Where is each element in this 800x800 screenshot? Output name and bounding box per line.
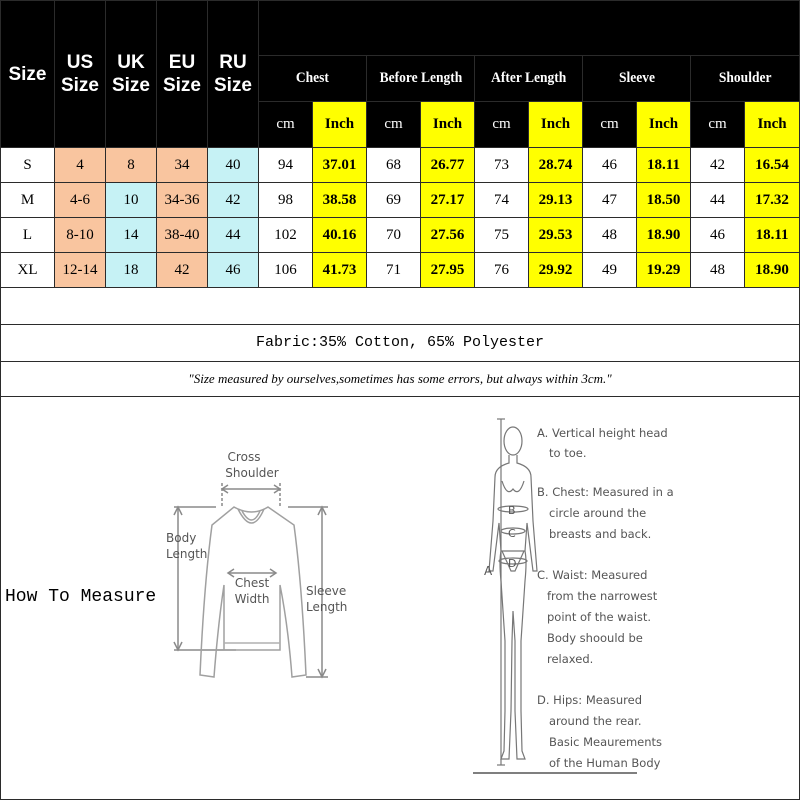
cell-inch: 29.13	[529, 183, 583, 218]
unit-inch: Inch	[421, 102, 475, 148]
legend-line: of the Human Body	[549, 756, 661, 770]
header-filler	[259, 1, 800, 56]
table-row	[1, 148, 800, 183]
cell-inch: 38.58	[313, 183, 367, 218]
cell-cm: 74	[475, 183, 529, 218]
body-length-label-2: Length	[166, 547, 208, 561]
legend-line: A. Vertical height head	[537, 426, 668, 440]
header-ru-size: RU Size	[208, 1, 259, 148]
body-length-label-1: Body	[166, 531, 197, 545]
unit-inch: Inch	[313, 102, 367, 148]
cell-cm: 46	[691, 218, 745, 253]
legend-line: B. Chest: Measured in a	[537, 485, 674, 499]
header-after-length: After Length	[475, 56, 583, 102]
cell-inch: 26.77	[421, 148, 475, 183]
cell-inch: 27.17	[421, 183, 475, 218]
cell-cm: 94	[259, 148, 313, 183]
legend-line: D. Hips: Measured	[537, 693, 643, 707]
legend-line: relaxed.	[547, 652, 594, 666]
legend-line: Basic Meaurements	[549, 735, 663, 749]
cell-us: 8-10	[55, 218, 106, 253]
cell-cm: 49	[583, 253, 637, 288]
cell-inch: 27.95	[421, 253, 475, 288]
cross-shoulder-label-1: Cross	[227, 450, 261, 464]
cell-cm: 106	[259, 253, 313, 288]
header-uk-size: UK Size	[106, 1, 157, 148]
cell-uk: 8	[106, 148, 157, 183]
header-before-length: Before Length	[367, 56, 475, 102]
cross-shoulder-label-2: Shoulder	[225, 466, 279, 480]
cell-cm: 69	[367, 183, 421, 218]
cell-inch: 27.56	[421, 218, 475, 253]
table-row	[1, 183, 800, 218]
unit-inch: Inch	[637, 102, 691, 148]
cell-cm: 75	[475, 218, 529, 253]
cell-eu: 34	[157, 148, 208, 183]
unit-cm: cm	[259, 102, 313, 148]
unit-cm: cm	[475, 102, 529, 148]
cell-cm: 48	[583, 218, 637, 253]
cell-inch: 18.11	[745, 218, 800, 253]
table-row	[1, 253, 800, 288]
cell-us: 4	[55, 148, 106, 183]
sleeve-length-label-1: Sleeve	[306, 584, 347, 598]
cell-ru: 42	[208, 183, 259, 218]
header-us-size: US Size	[55, 1, 106, 148]
cell-inch: 18.50	[637, 183, 691, 218]
legend-line: to toe.	[549, 446, 587, 460]
cell-inch: 28.74	[529, 148, 583, 183]
header-eu-size: EU Size	[157, 1, 208, 148]
cell-cm: 73	[475, 148, 529, 183]
size-note-row: "Size measured by ourselves,sometimes has some errors, but always within 3cm."	[0, 362, 800, 397]
cell-cm: 42	[691, 148, 745, 183]
cell-uk: 10	[106, 183, 157, 218]
legend-line: Body shoould be	[547, 631, 643, 645]
size-chart-table	[0, 0, 800, 288]
cell-cm: 68	[367, 148, 421, 183]
fabric-row: Fabric:35% Cotton, 65% Polyester	[0, 325, 800, 362]
how-to-measure-section	[0, 397, 800, 800]
cell-eu: 42	[157, 253, 208, 288]
legend-line: C. Waist: Measured	[537, 568, 648, 582]
sweater-diagram	[156, 445, 356, 695]
cell-inch: 19.29	[637, 253, 691, 288]
cell-size: S	[1, 148, 55, 183]
sleeve-length-label-2: Length	[306, 600, 348, 614]
unit-inch: Inch	[529, 102, 583, 148]
cell-inch: 37.01	[313, 148, 367, 183]
cell-inch: 18.11	[637, 148, 691, 183]
cell-size: XL	[1, 253, 55, 288]
legend-line: circle around the	[549, 506, 647, 520]
cell-ru: 46	[208, 253, 259, 288]
unit-inch: Inch	[745, 102, 800, 148]
unit-cm: cm	[583, 102, 637, 148]
cell-eu: 38-40	[157, 218, 208, 253]
cell-cm: 76	[475, 253, 529, 288]
legend-line: breasts and back.	[549, 527, 652, 541]
header-sleeve: Sleeve	[583, 56, 691, 102]
cell-inch: 18.90	[745, 253, 800, 288]
legend-line: from the narrowest	[547, 589, 658, 603]
cell-size: L	[1, 218, 55, 253]
marker-a: A	[484, 564, 493, 578]
header-shoulder: Shoulder	[691, 56, 800, 102]
cell-cm: 71	[367, 253, 421, 288]
cell-cm: 44	[691, 183, 745, 218]
cell-us: 4-6	[55, 183, 106, 218]
chest-width-label-1: Chest	[234, 576, 270, 590]
cell-inch: 41.73	[313, 253, 367, 288]
cell-us: 12-14	[55, 253, 106, 288]
marker-c: C	[508, 527, 516, 540]
cell-inch: 16.54	[745, 148, 800, 183]
header-size: Size	[1, 1, 55, 148]
cell-cm: 48	[691, 253, 745, 288]
chest-width-label-2: Width	[234, 592, 270, 606]
how-to-measure-title: How To Measure	[5, 587, 157, 607]
table-row	[1, 218, 800, 253]
unit-cm: cm	[367, 102, 421, 148]
cell-cm: 47	[583, 183, 637, 218]
cell-inch: 40.16	[313, 218, 367, 253]
cell-cm: 70	[367, 218, 421, 253]
marker-d: D	[508, 557, 517, 570]
cell-inch: 29.53	[529, 218, 583, 253]
figure-legend	[531, 415, 681, 785]
cell-uk: 18	[106, 253, 157, 288]
cell-inch: 29.92	[529, 253, 583, 288]
unit-cm: cm	[691, 102, 745, 148]
cell-uk: 14	[106, 218, 157, 253]
cell-cm: 102	[259, 218, 313, 253]
spacer-row	[0, 288, 800, 325]
cell-ru: 40	[208, 148, 259, 183]
cell-ru: 44	[208, 218, 259, 253]
cell-size: M	[1, 183, 55, 218]
legend-line: around the rear.	[549, 714, 642, 728]
cell-inch: 18.90	[637, 218, 691, 253]
cell-eu: 34-36	[157, 183, 208, 218]
header-chest: Chest	[259, 56, 367, 102]
marker-b: B	[508, 504, 516, 517]
cell-cm: 46	[583, 148, 637, 183]
cell-inch: 17.32	[745, 183, 800, 218]
legend-line: point of the waist.	[547, 610, 652, 624]
cell-cm: 98	[259, 183, 313, 218]
